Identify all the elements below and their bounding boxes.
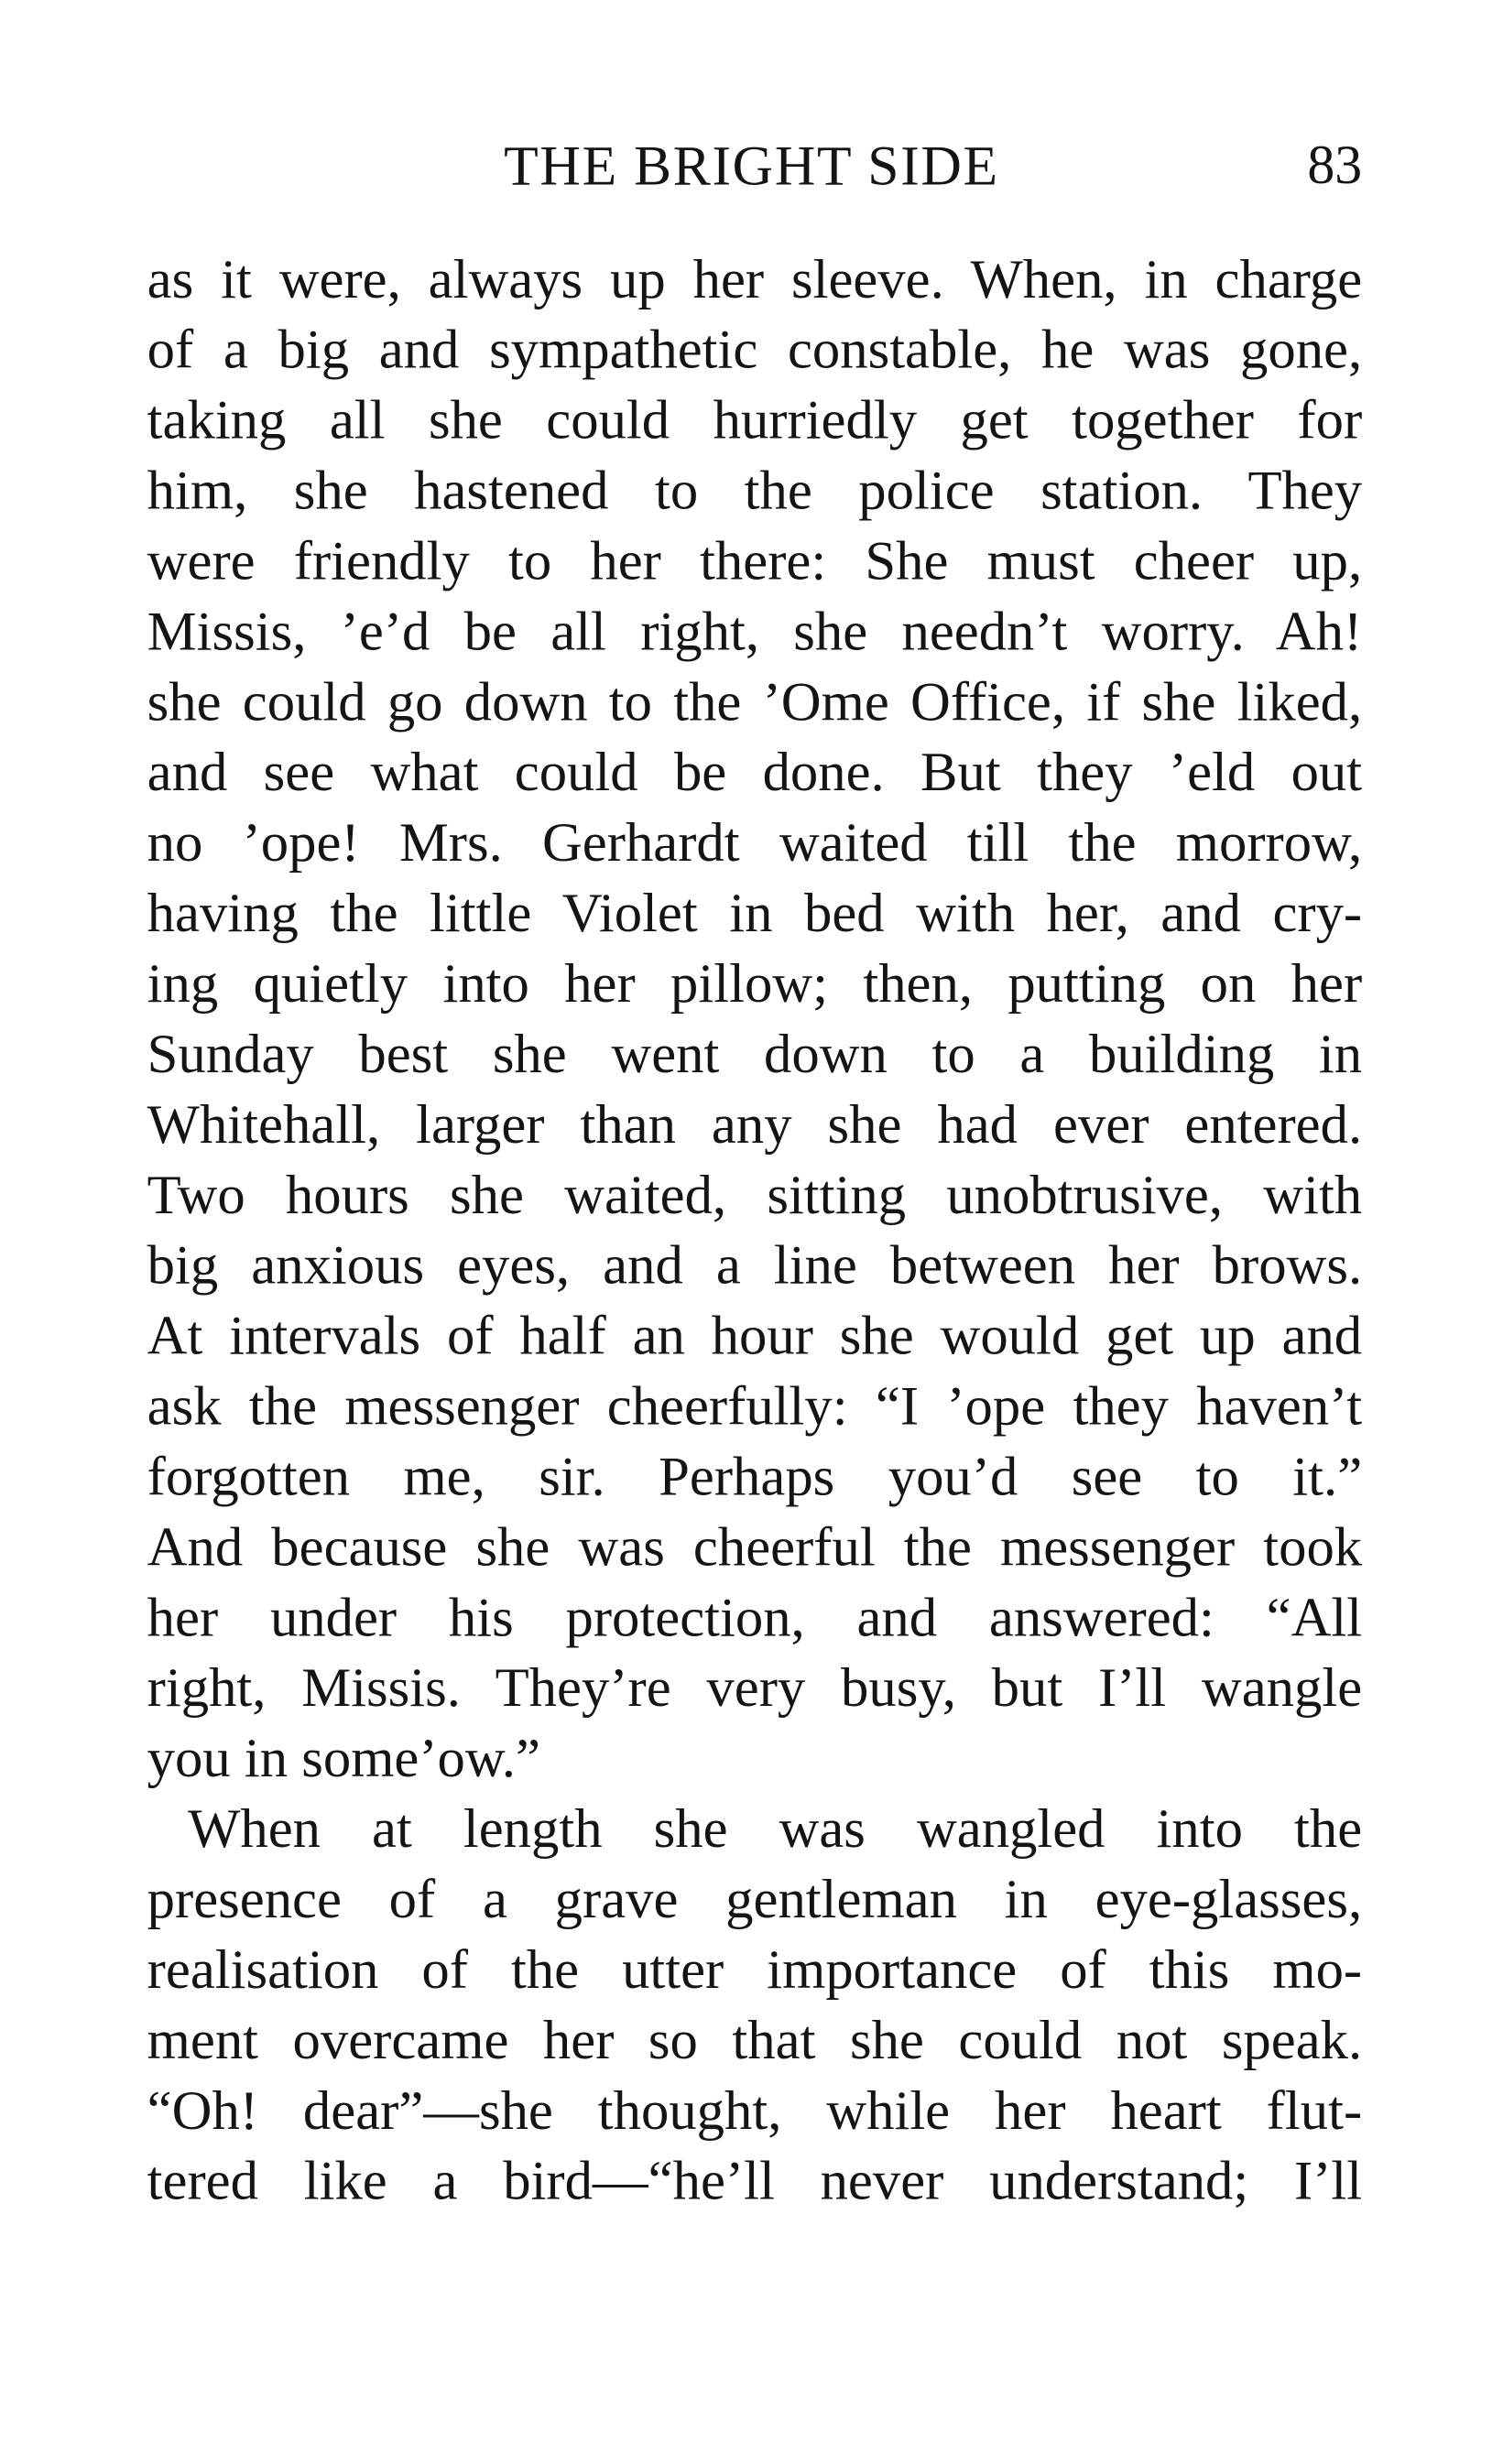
text-line: her under his protection, and answered: “All [147, 1585, 1363, 1648]
text-line: tered like a bird—“he’ll never understand; I’ll [147, 2148, 1363, 2212]
text-line: taking all she could hurriedly get together for [147, 387, 1363, 451]
text-line: When at length she was wangled into the [188, 1796, 1363, 1860]
text-line: and see what could be done. But they ’eld out [147, 740, 1363, 803]
text-line: of a big and sympathetic constable, he was gone, [147, 318, 1363, 381]
text-line: At intervals of half an hour she would get up and [147, 1303, 1363, 1367]
text-line: ing quietly into her pillow; then, putting on her [147, 951, 1363, 1015]
text-line: Sunday best she went down to a building in [147, 1022, 1363, 1085]
text-line: were friendly to her there: She must cheer up, [147, 528, 1363, 592]
text-line: “Oh! dear”—she thought, while her heart flut- [147, 2079, 1363, 2142]
text-line: right, Missis. They’re very busy, but I’ll wangle [147, 1655, 1363, 1719]
text-line: Missis, ’e’d be all right, she needn’t worry. Ah! [147, 599, 1363, 663]
text-line: presence of a grave gentleman in eye-glasses, [147, 1867, 1363, 1930]
text-line: having the little Violet in bed with her, and cry- [147, 881, 1363, 944]
text-line: realisation of the utter importance of this mo- [147, 1938, 1363, 2001]
text-line: him, she hastened to the police station. They [147, 458, 1363, 522]
text-line: as it were, always up her sleeve. When, in charge [147, 247, 1363, 310]
page-header [0, 128, 1503, 203]
text-line: Two hours she waited, sitting unobtrusive, with [147, 1163, 1363, 1226]
text-line: ask the messenger cheerfully: “I ’ope they haven’t [147, 1373, 1363, 1438]
running-title: THE BRIGHT SIDE [504, 135, 999, 198]
text-line: And because she was cheerful the messenger took [147, 1514, 1363, 1579]
text-line: no ’ope! Mrs. Gerhardt waited till the morrow, [147, 810, 1363, 874]
page-number: 83 [1307, 135, 1363, 196]
text-line: Whitehall, larger than any she had ever entered. [147, 1092, 1363, 1156]
text-line: forgotten me, sir. Perhaps you’d see to it.” [147, 1444, 1363, 1508]
text-line: she could go down to the ’Ome Office, if she liked, [147, 669, 1363, 733]
text-line: you in some’ow.” [147, 1726, 540, 1789]
text-line: big anxious eyes, and a line between her brows. [147, 1232, 1363, 1297]
text-line: ment overcame her so that she could not speak. [147, 2008, 1363, 2071]
